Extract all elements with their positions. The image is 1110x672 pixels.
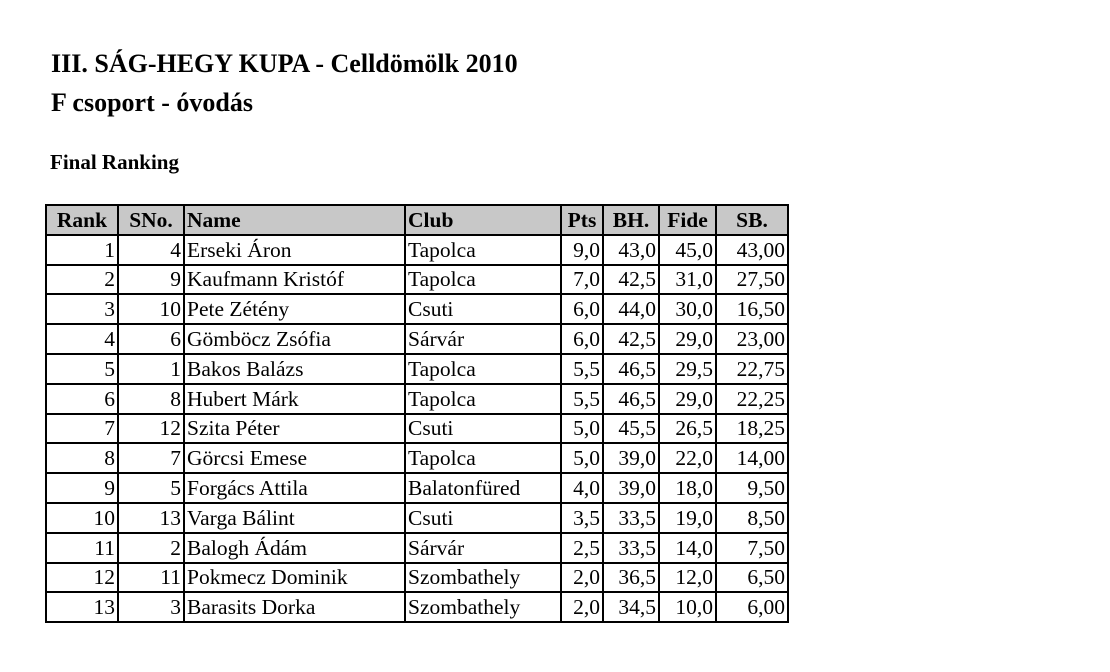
- cell-bh: 39,0: [603, 473, 659, 503]
- cell-pts: 5,5: [561, 354, 603, 384]
- cell-sb: 22,25: [716, 384, 788, 414]
- cell-rank: 11: [46, 533, 118, 563]
- cell-bh: 44,0: [603, 294, 659, 324]
- cell-pts: 2,5: [561, 533, 603, 563]
- cell-rank: 4: [46, 324, 118, 354]
- cell-bh: 46,5: [603, 354, 659, 384]
- cell-bh: 46,5: [603, 384, 659, 414]
- cell-club: Tapolca: [405, 265, 561, 295]
- table-row: [46, 235, 788, 265]
- cell-sno: 1: [118, 354, 184, 384]
- cell-sb: 27,50: [716, 265, 788, 295]
- cell-club: Balatonfüred: [405, 473, 561, 503]
- table-row: [46, 443, 788, 473]
- ranking-table-header: [46, 205, 788, 235]
- cell-pts: 5,0: [561, 414, 603, 444]
- cell-fide: 30,0: [659, 294, 716, 324]
- cell-sb: 6,00: [716, 592, 788, 622]
- table-row: [46, 414, 788, 444]
- cell-rank: 1: [46, 235, 118, 265]
- table-row: [46, 354, 788, 384]
- cell-fide: 29,0: [659, 384, 716, 414]
- cell-rank: 12: [46, 563, 118, 593]
- cell-rank: 8: [46, 443, 118, 473]
- cell-sb: 18,25: [716, 414, 788, 444]
- column-header-fide: Fide: [659, 205, 716, 235]
- cell-bh: 33,5: [603, 533, 659, 563]
- cell-sno: 10: [118, 294, 184, 324]
- cell-sb: 8,50: [716, 503, 788, 533]
- table-row: [46, 294, 788, 324]
- cell-sb: 22,75: [716, 354, 788, 384]
- cell-sb: 9,50: [716, 473, 788, 503]
- table-row: [46, 265, 788, 295]
- cell-name: Görcsi Emese: [184, 443, 405, 473]
- cell-club: Csuti: [405, 414, 561, 444]
- cell-name: Erseki Áron: [184, 235, 405, 265]
- cell-club: Tapolca: [405, 235, 561, 265]
- cell-sno: 9: [118, 265, 184, 295]
- column-header-sno: SNo.: [118, 205, 184, 235]
- cell-pts: 6,0: [561, 324, 603, 354]
- cell-name: Hubert Márk: [184, 384, 405, 414]
- cell-fide: 31,0: [659, 265, 716, 295]
- cell-sno: 12: [118, 414, 184, 444]
- cell-name: Pokmecz Dominik: [184, 563, 405, 593]
- cell-bh: 42,5: [603, 265, 659, 295]
- cell-bh: 33,5: [603, 503, 659, 533]
- cell-pts: 2,0: [561, 563, 603, 593]
- cell-sb: 16,50: [716, 294, 788, 324]
- table-row: [46, 503, 788, 533]
- cell-rank: 13: [46, 592, 118, 622]
- cell-sno: 3: [118, 592, 184, 622]
- table-row: [46, 563, 788, 593]
- table-row: [46, 473, 788, 503]
- column-header-bh: BH.: [603, 205, 659, 235]
- cell-sb: 43,00: [716, 235, 788, 265]
- column-header-sb: SB.: [716, 205, 788, 235]
- cell-fide: 29,0: [659, 324, 716, 354]
- page-subtitle: F csoport - óvodás: [51, 88, 253, 117]
- table-row: [46, 324, 788, 354]
- cell-club: Sárvár: [405, 324, 561, 354]
- cell-sno: 7: [118, 443, 184, 473]
- cell-name: Szita Péter: [184, 414, 405, 444]
- cell-club: Csuti: [405, 294, 561, 324]
- cell-name: Barasits Dorka: [184, 592, 405, 622]
- table-row: [46, 384, 788, 414]
- cell-bh: 45,5: [603, 414, 659, 444]
- cell-fide: 18,0: [659, 473, 716, 503]
- cell-sno: 8: [118, 384, 184, 414]
- cell-fide: 19,0: [659, 503, 716, 533]
- page-title: III. SÁG-HEGY KUPA - Celldömölk 2010: [51, 49, 518, 78]
- cell-rank: 6: [46, 384, 118, 414]
- cell-sb: 14,00: [716, 443, 788, 473]
- cell-name: Bakos Balázs: [184, 354, 405, 384]
- cell-bh: 39,0: [603, 443, 659, 473]
- cell-pts: 3,5: [561, 503, 603, 533]
- cell-rank: 5: [46, 354, 118, 384]
- header-row: [46, 205, 788, 235]
- table-row: [46, 533, 788, 563]
- cell-bh: 34,5: [603, 592, 659, 622]
- cell-fide: 26,5: [659, 414, 716, 444]
- cell-pts: 6,0: [561, 294, 603, 324]
- cell-club: Csuti: [405, 503, 561, 533]
- column-header-pts: Pts: [561, 205, 603, 235]
- cell-bh: 42,5: [603, 324, 659, 354]
- cell-sno: 11: [118, 563, 184, 593]
- cell-club: Tapolca: [405, 384, 561, 414]
- cell-fide: 14,0: [659, 533, 716, 563]
- cell-pts: 9,0: [561, 235, 603, 265]
- cell-name: Kaufmann Kristóf: [184, 265, 405, 295]
- column-header-club: Club: [405, 205, 561, 235]
- cell-pts: 7,0: [561, 265, 603, 295]
- cell-pts: 2,0: [561, 592, 603, 622]
- cell-sb: 6,50: [716, 563, 788, 593]
- cell-club: Tapolca: [405, 354, 561, 384]
- cell-fide: 29,5: [659, 354, 716, 384]
- column-header-name: Name: [184, 205, 405, 235]
- cell-pts: 4,0: [561, 473, 603, 503]
- ranking-table: [45, 204, 789, 623]
- cell-name: Gömböcz Zsófia: [184, 324, 405, 354]
- cell-rank: 3: [46, 294, 118, 324]
- cell-pts: 5,5: [561, 384, 603, 414]
- cell-rank: 9: [46, 473, 118, 503]
- cell-name: Varga Bálint: [184, 503, 405, 533]
- cell-sb: 7,50: [716, 533, 788, 563]
- cell-fide: 12,0: [659, 563, 716, 593]
- cell-sno: 2: [118, 533, 184, 563]
- cell-rank: 2: [46, 265, 118, 295]
- cell-rank: 10: [46, 503, 118, 533]
- cell-club: Szombathely: [405, 563, 561, 593]
- cell-name: Balogh Ádám: [184, 533, 405, 563]
- cell-rank: 7: [46, 414, 118, 444]
- cell-club: Tapolca: [405, 443, 561, 473]
- cell-fide: 10,0: [659, 592, 716, 622]
- cell-fide: 22,0: [659, 443, 716, 473]
- cell-fide: 45,0: [659, 235, 716, 265]
- section-heading: Final Ranking: [50, 150, 179, 174]
- column-header-rank: Rank: [46, 205, 118, 235]
- cell-bh: 36,5: [603, 563, 659, 593]
- cell-name: Forgács Attila: [184, 473, 405, 503]
- cell-sno: 5: [118, 473, 184, 503]
- cell-name: Pete Zétény: [184, 294, 405, 324]
- cell-sno: 4: [118, 235, 184, 265]
- cell-club: Szombathely: [405, 592, 561, 622]
- table-row: [46, 592, 788, 622]
- ranking-table-body: [46, 235, 788, 622]
- cell-club: Sárvár: [405, 533, 561, 563]
- cell-pts: 5,0: [561, 443, 603, 473]
- cell-sb: 23,00: [716, 324, 788, 354]
- cell-sno: 13: [118, 503, 184, 533]
- cell-bh: 43,0: [603, 235, 659, 265]
- cell-sno: 6: [118, 324, 184, 354]
